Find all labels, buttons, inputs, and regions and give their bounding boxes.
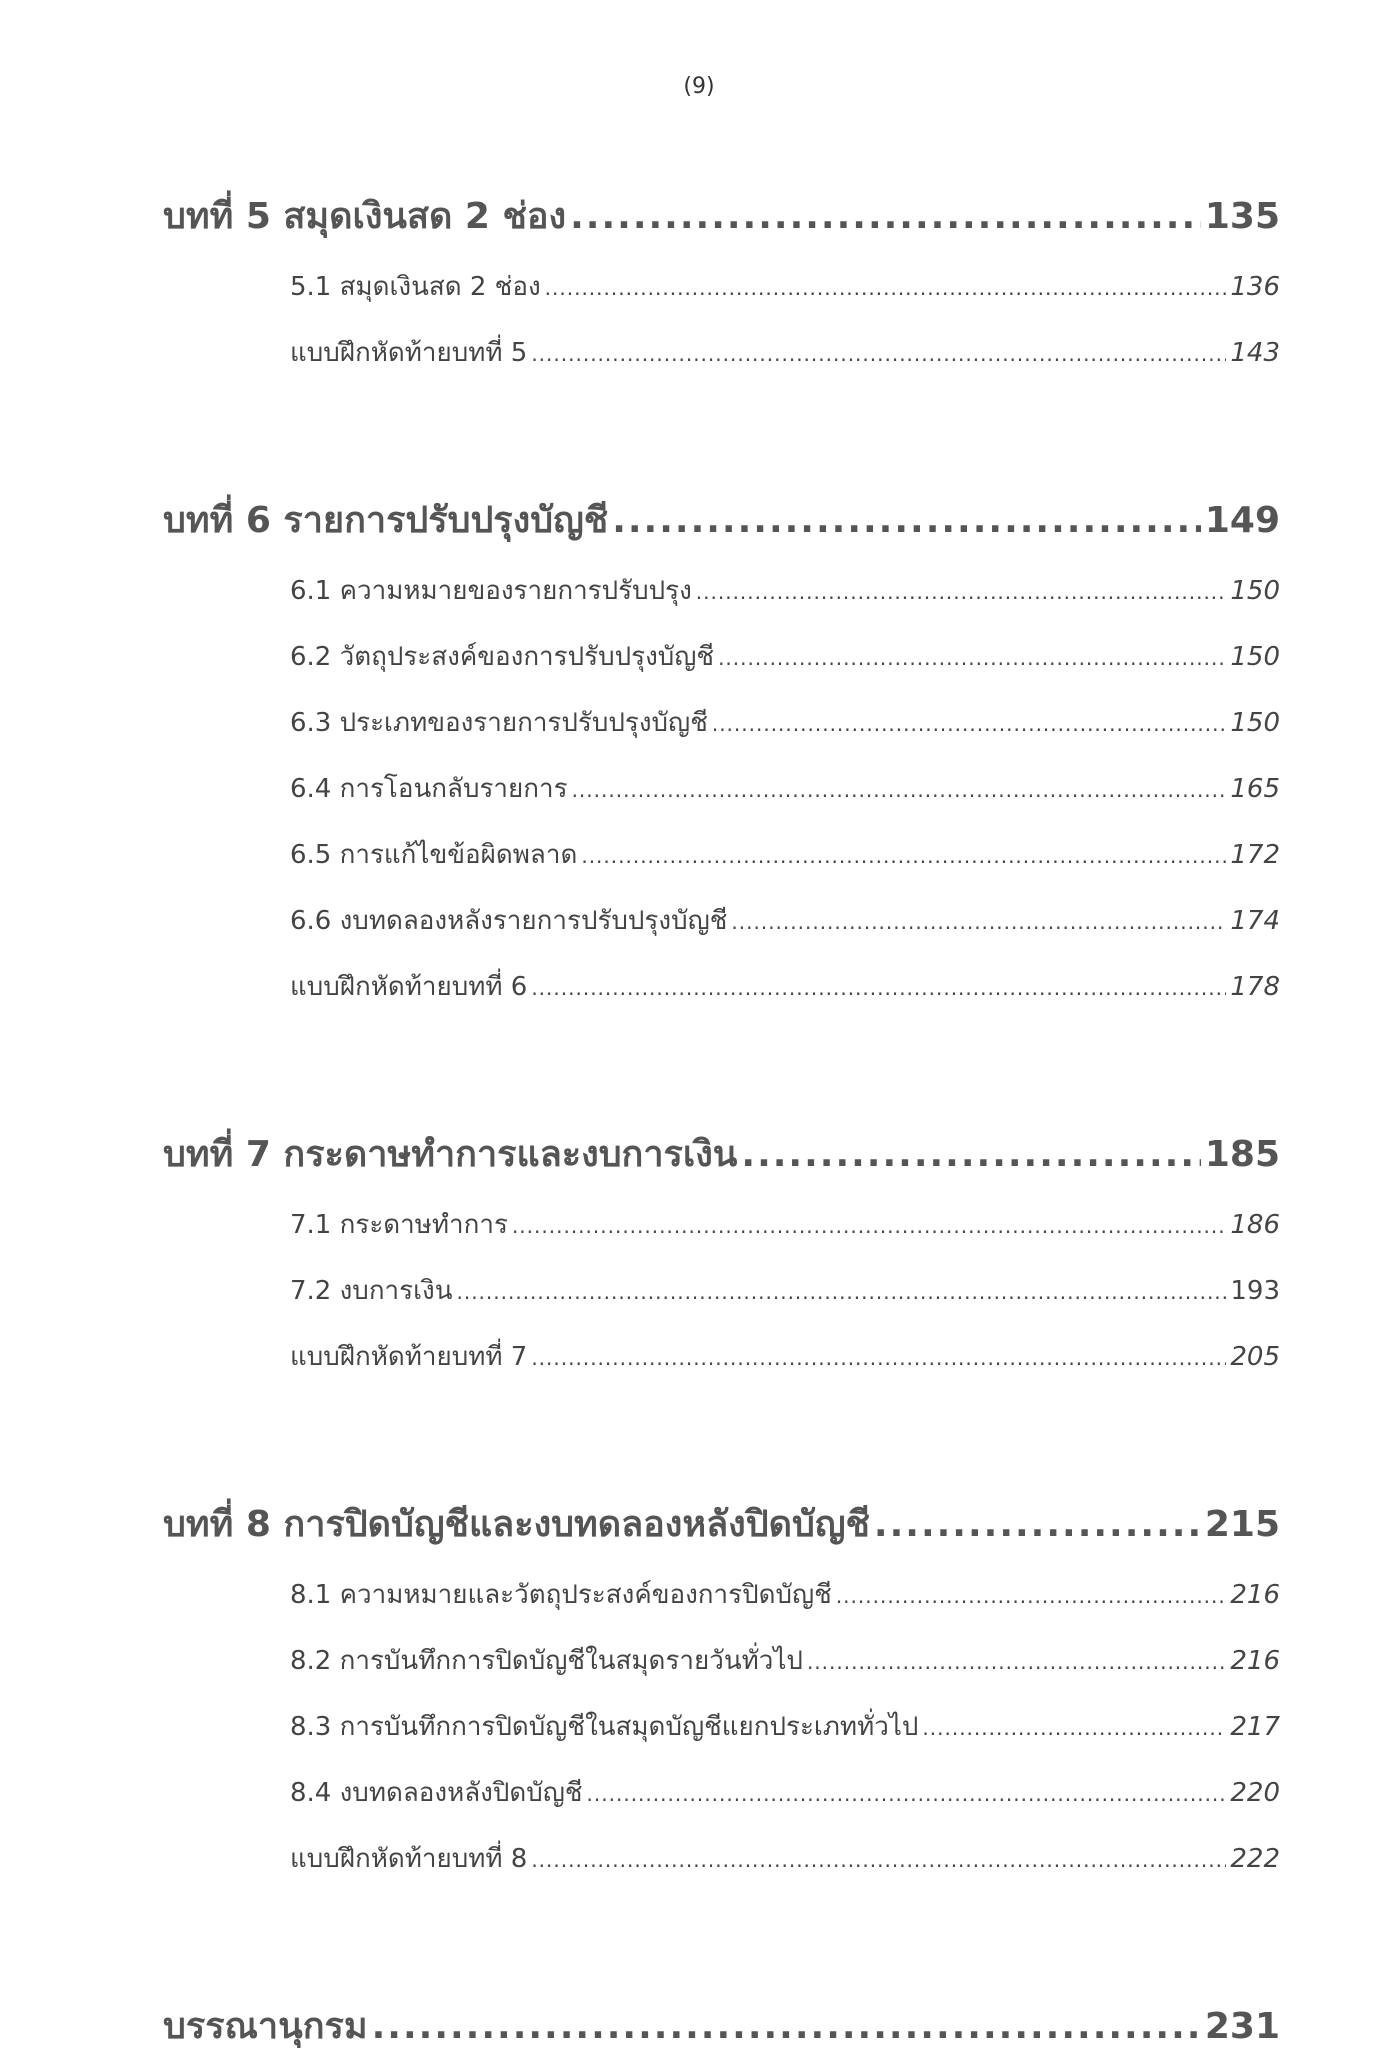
chapter-heading[interactable] — [163, 1488, 1280, 1562]
chapter-page: 215 — [1204, 1504, 1280, 1545]
dot-leader — [545, 255, 1227, 320]
page-number: (9) — [683, 74, 715, 99]
toc-entry[interactable] — [290, 954, 1280, 1020]
entry-label: 6.2 วัตถุประสงค์ของการปรับปรุงบัญชี — [290, 642, 715, 672]
dot-leader — [531, 321, 1226, 386]
toc-entry[interactable] — [290, 1324, 1280, 1390]
entry-page: 172 — [1230, 840, 1280, 870]
entry-label: 6.4 การโอนกลับรายการ — [290, 774, 568, 804]
chapter-title: บทที่ 5 สมุดเงินสด 2 ช่อง — [163, 196, 567, 237]
toc-entry[interactable] — [290, 624, 1280, 690]
dot-leader — [807, 1629, 1226, 1694]
toc-entry[interactable] — [290, 1826, 1280, 1892]
entry-page: 150 — [1230, 642, 1280, 672]
entry-page: 150 — [1230, 708, 1280, 738]
toc-entry[interactable] — [290, 756, 1280, 822]
chapter-title: บทที่ 7 กระดาษทำการและงบการเงิน — [163, 1134, 738, 1175]
table-of-contents — [163, 180, 1280, 2064]
entry-page: 165 — [1230, 774, 1280, 804]
entry-page: 220 — [1230, 1778, 1280, 1808]
dot-leader — [372, 1990, 1201, 2064]
dot-leader — [836, 1563, 1227, 1628]
dot-leader — [712, 691, 1227, 756]
entry-page: 186 — [1230, 1210, 1280, 1240]
dot-leader — [612, 484, 1201, 558]
entry-page: 222 — [1230, 1844, 1280, 1874]
entry-label: 6.3 ประเภทของรายการปรับปรุงบัญชี — [290, 708, 708, 738]
entry-label: 8.3 การบันทึกการปิดบัญชีในสมุดบัญชีแยกประเภททั่วไป — [290, 1712, 919, 1742]
entry-page: 174 — [1230, 906, 1280, 936]
chapter-page: 135 — [1204, 196, 1280, 237]
dot-leader — [531, 1827, 1226, 1892]
dot-leader — [512, 1193, 1226, 1258]
entry-page: 136 — [1230, 272, 1280, 302]
entry-page: 193 — [1230, 1276, 1280, 1306]
chapter-6 — [163, 484, 1280, 1020]
entry-page: 216 — [1230, 1646, 1280, 1676]
bibliography-page: 231 — [1204, 2006, 1280, 2047]
toc-entry[interactable] — [290, 320, 1280, 386]
entry-page: 178 — [1230, 972, 1280, 1002]
entry-label: 8.2 การบันทึกการปิดบัญชีในสมุดรายวันทั่วไป — [290, 1646, 803, 1676]
dot-leader — [922, 1695, 1226, 1760]
chapter-page: 185 — [1204, 1134, 1280, 1175]
chapter-heading[interactable] — [163, 1118, 1280, 1192]
bibliography-heading[interactable] — [163, 1990, 1280, 2064]
toc-entry[interactable] — [290, 1258, 1280, 1324]
dot-leader — [731, 889, 1226, 954]
chapter-heading[interactable] — [163, 180, 1280, 254]
entry-label: 8.1 ความหมายและวัตถุประสงค์ของการปิดบัญชี — [290, 1580, 832, 1610]
dot-leader — [456, 1259, 1226, 1324]
chapter-heading[interactable] — [163, 484, 1280, 558]
entry-label: 7.1 กระดาษทำการ — [290, 1210, 508, 1240]
entry-page: 217 — [1230, 1712, 1280, 1742]
dot-leader — [874, 1488, 1201, 1562]
chapter-title: บทที่ 6 รายการปรับปรุงบัญชี — [163, 500, 609, 541]
dot-leader — [696, 559, 1227, 624]
entry-label: แบบฝึกหัดท้ายบทที่ 8 — [290, 1844, 528, 1874]
toc-entry[interactable] — [290, 558, 1280, 624]
entry-label: 5.1 สมุดเงินสด 2 ช่อง — [290, 272, 541, 302]
dot-leader — [531, 1325, 1226, 1390]
toc-entry[interactable] — [290, 822, 1280, 888]
toc-entry[interactable] — [290, 690, 1280, 756]
dot-leader — [587, 1761, 1227, 1826]
entry-label: 8.4 งบทดลองหลังปิดบัญชี — [290, 1778, 583, 1808]
dot-leader — [572, 757, 1227, 822]
entry-page: 205 — [1230, 1342, 1280, 1372]
bibliography-title: บรรณานุกรม — [163, 2006, 368, 2047]
entry-label: แบบฝึกหัดท้ายบทที่ 6 — [290, 972, 528, 1002]
entry-label: 7.2 งบการเงิน — [290, 1276, 453, 1306]
entry-label: แบบฝึกหัดท้ายบทที่ 7 — [290, 1342, 528, 1372]
toc-entry[interactable] — [290, 1760, 1280, 1826]
chapter-title: บทที่ 8 การปิดบัญชีและงบทดลองหลังปิดบัญชี — [163, 1504, 870, 1545]
dot-leader — [531, 955, 1226, 1020]
toc-entry[interactable] — [290, 254, 1280, 320]
chapter-8 — [163, 1488, 1280, 1892]
chapter-page: 149 — [1204, 500, 1280, 541]
toc-entry[interactable] — [290, 1192, 1280, 1258]
entry-label: 6.1 ความหมายของรายการปรับปรุง — [290, 576, 692, 606]
chapter-5 — [163, 180, 1280, 386]
toc-entry[interactable] — [290, 1562, 1280, 1628]
entry-page: 150 — [1230, 576, 1280, 606]
toc-entry[interactable] — [290, 1628, 1280, 1694]
toc-entry[interactable] — [290, 1694, 1280, 1760]
dot-leader — [718, 625, 1226, 690]
entry-label: 6.5 การแก้ไขข้อผิดพลาด — [290, 840, 578, 870]
entry-page: 216 — [1230, 1580, 1280, 1610]
entry-page: 143 — [1230, 338, 1280, 368]
dot-leader — [741, 1118, 1200, 1192]
entry-label: แบบฝึกหัดท้ายบทที่ 5 — [290, 338, 528, 368]
dot-leader — [570, 180, 1201, 254]
toc-entry[interactable] — [290, 888, 1280, 954]
entry-label: 6.6 งบทดลองหลังรายการปรับปรุงบัญชี — [290, 906, 728, 936]
chapter-7 — [163, 1118, 1280, 1390]
dot-leader — [581, 823, 1226, 888]
